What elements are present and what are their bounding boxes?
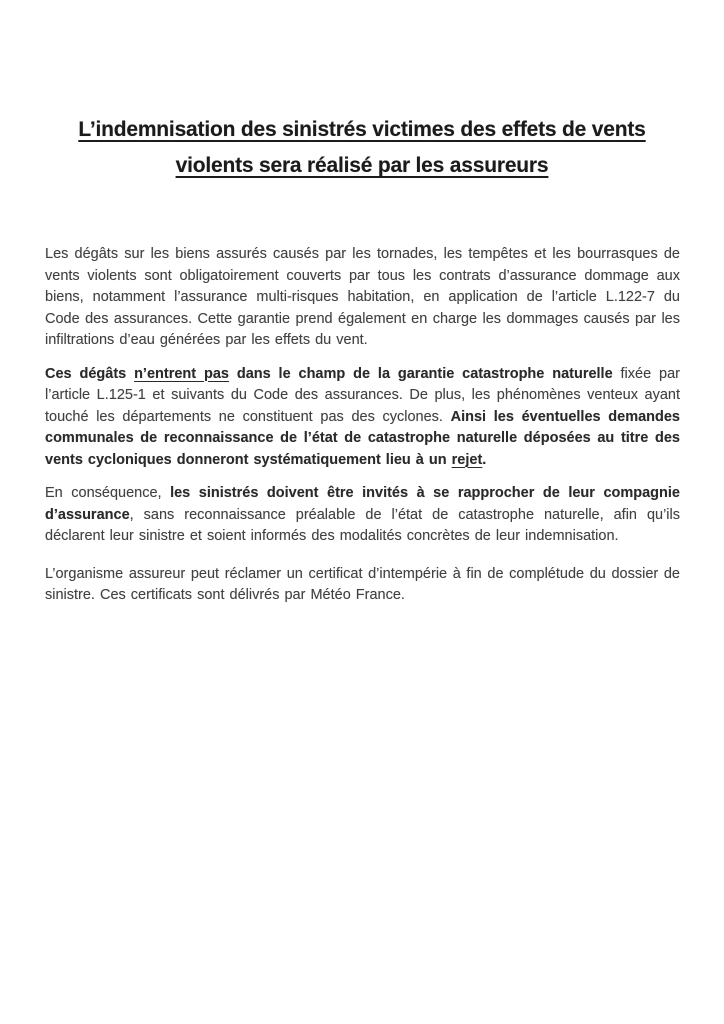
document-title [38, 112, 686, 184]
text-segment: n’entrent pas [134, 365, 229, 382]
text-segment: fixée par l’article L.125-1 et suivants du Code des assurances. De plus, les phénomènes venteux ayant touché les départements ne constituent pas des cyclones. [45, 365, 680, 425]
text-segment: Les dégâts sur les biens assurés causés par les tornades, les tempêtes et les bourrasques de vents violents sont obligatoirement couverts par tous les contrats d’assurance dommage aux biens, notamment l’assurance multi-risques habitation, en application de l’article L.122-7 du Code des assurances. Cette garantie prend également en charge les dommages causés par les infiltrations d’eau générées par les effets du vent. [45, 246, 680, 348]
title-line-1-text: L’indemnisation des sinistrés victimes des effets de vents [78, 118, 646, 141]
paragraph-3 [45, 483, 680, 548]
text-segment: . [482, 451, 487, 468]
text-segment: , sans reconnaissance préalable de l’état de catastrophe naturelle, afin qu’ils déclarent leur sinistre et soient informés des modalités concrètes de leur indemnisation. [45, 506, 680, 544]
text-segment: Ces dégâts [45, 365, 135, 382]
document-body [45, 244, 680, 607]
title-line-2-text: violents sera réalisé par les assureurs [175, 154, 549, 177]
text-segment: L’organisme assureur peut réclamer un certificat d’intempérie à fin de complétude du dossier de sinistre. Ces certificats sont délivrés par Météo France. [45, 565, 680, 603]
paragraph-4 [45, 564, 680, 607]
text-segment: les sinistrés doivent être invités à se rapprocher de leur compagnie d’assurance [45, 485, 680, 523]
title-line-1 [38, 112, 686, 148]
text-segment: En conséquence, [45, 485, 171, 501]
paragraph-1 [45, 244, 680, 352]
text-segment: Ainsi les éventuelles demandes communales de reconnaissance de l’état de catastrophe naturelle déposées au titre des vents cycloniques donneront systématiquement lieu à un [45, 408, 680, 468]
text-segment: dans le champ de la garantie catastrophe naturelle [228, 365, 613, 382]
paragraph-2 [45, 364, 680, 472]
text-segment: rejet [451, 451, 483, 468]
title-line-2 [38, 148, 686, 184]
